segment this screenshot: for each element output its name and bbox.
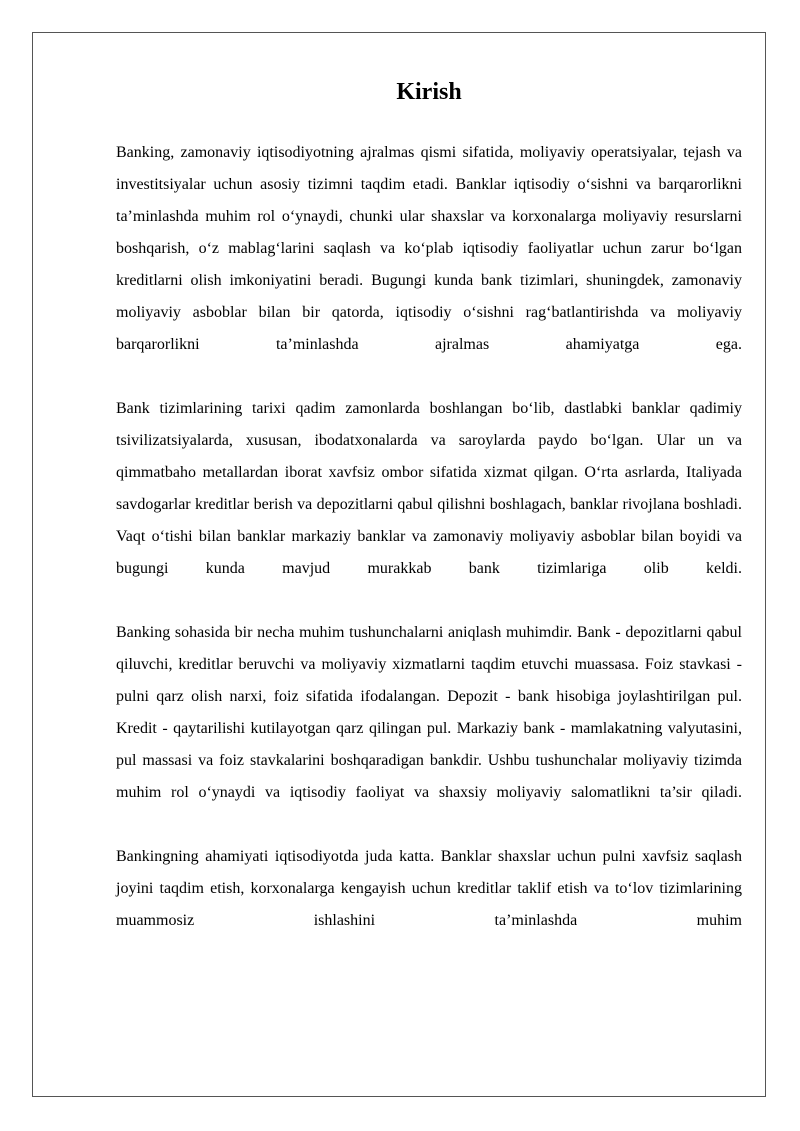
document-body <box>116 74 742 937</box>
paragraph-history: Bank tizimlarining tarixi qadim zamonlarda boshlangan bo‘lib, dastlabki banklar qadimiy tsivilizatsiyalarda, xususan, ibodatxonalarda va saroylarda paydo bo‘lgan. Ular un va qimmatbaho metallardan iborat xavfsiz ombor sifatida xizmat qilgan. O‘rta asrlarda, Italiyada savdogarlar kreditlar berish va depozitlarni qabul qilishni boshlagach, banklar rivojlana boshladi. Vaqt o‘tishi bilan banklar markaziy banklar va zamonaviy moliyaviy asboblar bilan boyidi va bugungi kunda mavjud murakkab bank tizimlariga olib keldi. <box>116 400 742 577</box>
paragraph-introduction: Banking, zamonaviy iqtisodiyotning ajralmas qismi sifatida, moliyaviy operatsiyalar, tejash va investitsiyalar uchun asosiy tizimni taqdim etadi. Banklar iqtisodiy o‘sishni va barqarorlikni ta’minlashda muhim rol o‘ynaydi, chunki ular shaxslar va korxonalarga moliyaviy resurslarni boshqarish, o‘z mablag‘larini saqlash va ko‘plab iqtisodiy faoliyatlar uchun zarur bo‘lgan kreditlarni olish imkoniyatini beradi. Bugungi kunda bank tizimlari, shuningdek, zamonaviy moliyaviy asboblar bilan bir qatorda, iqtisodiy o‘sishni rag‘batlantirishda va moliyaviy barqarorlikni ta’minlashda ajralmas ahamiyatga ega. <box>116 144 742 353</box>
paragraph-importance: Bankingning ahamiyati iqtisodiyotda juda katta. Banklar shaxslar uchun pulni xavfsiz saqlash joyini taqdim etish, korxonalarga kengayish uchun kreditlar taklif etish va to‘lov tizimlarining muammosiz ishlashini ta’minlashda muhim <box>116 848 742 929</box>
document-title: Kirish <box>396 79 462 105</box>
paragraph-key-concepts: Banking sohasida bir necha muhim tushunchalarni aniqlash muhimdir. Bank - depozitlarni qabul qiluvchi, kreditlar beruvchi va moliyaviy xizmatlarni taqdim etuvchi muassasa. Foiz stavkasi - pulni qarz olish narxi, foiz sifatida ifodalangan. Depozit - bank hisobiga joylashtirilgan pul. Kredit - qaytarilishi kutilayotgan qarz qilingan pul. Markaziy bank - mamlakatning valyutasini, pul massasi va foiz stavkalarini boshqaradigan bankdir. Ushbu tushunchalar moliyaviy tizimda muhim rol o‘ynaydi va iqtisodiy faoliyat va shaxsiy moliyaviy salomatlikni ta’sir qiladi. <box>116 624 742 801</box>
